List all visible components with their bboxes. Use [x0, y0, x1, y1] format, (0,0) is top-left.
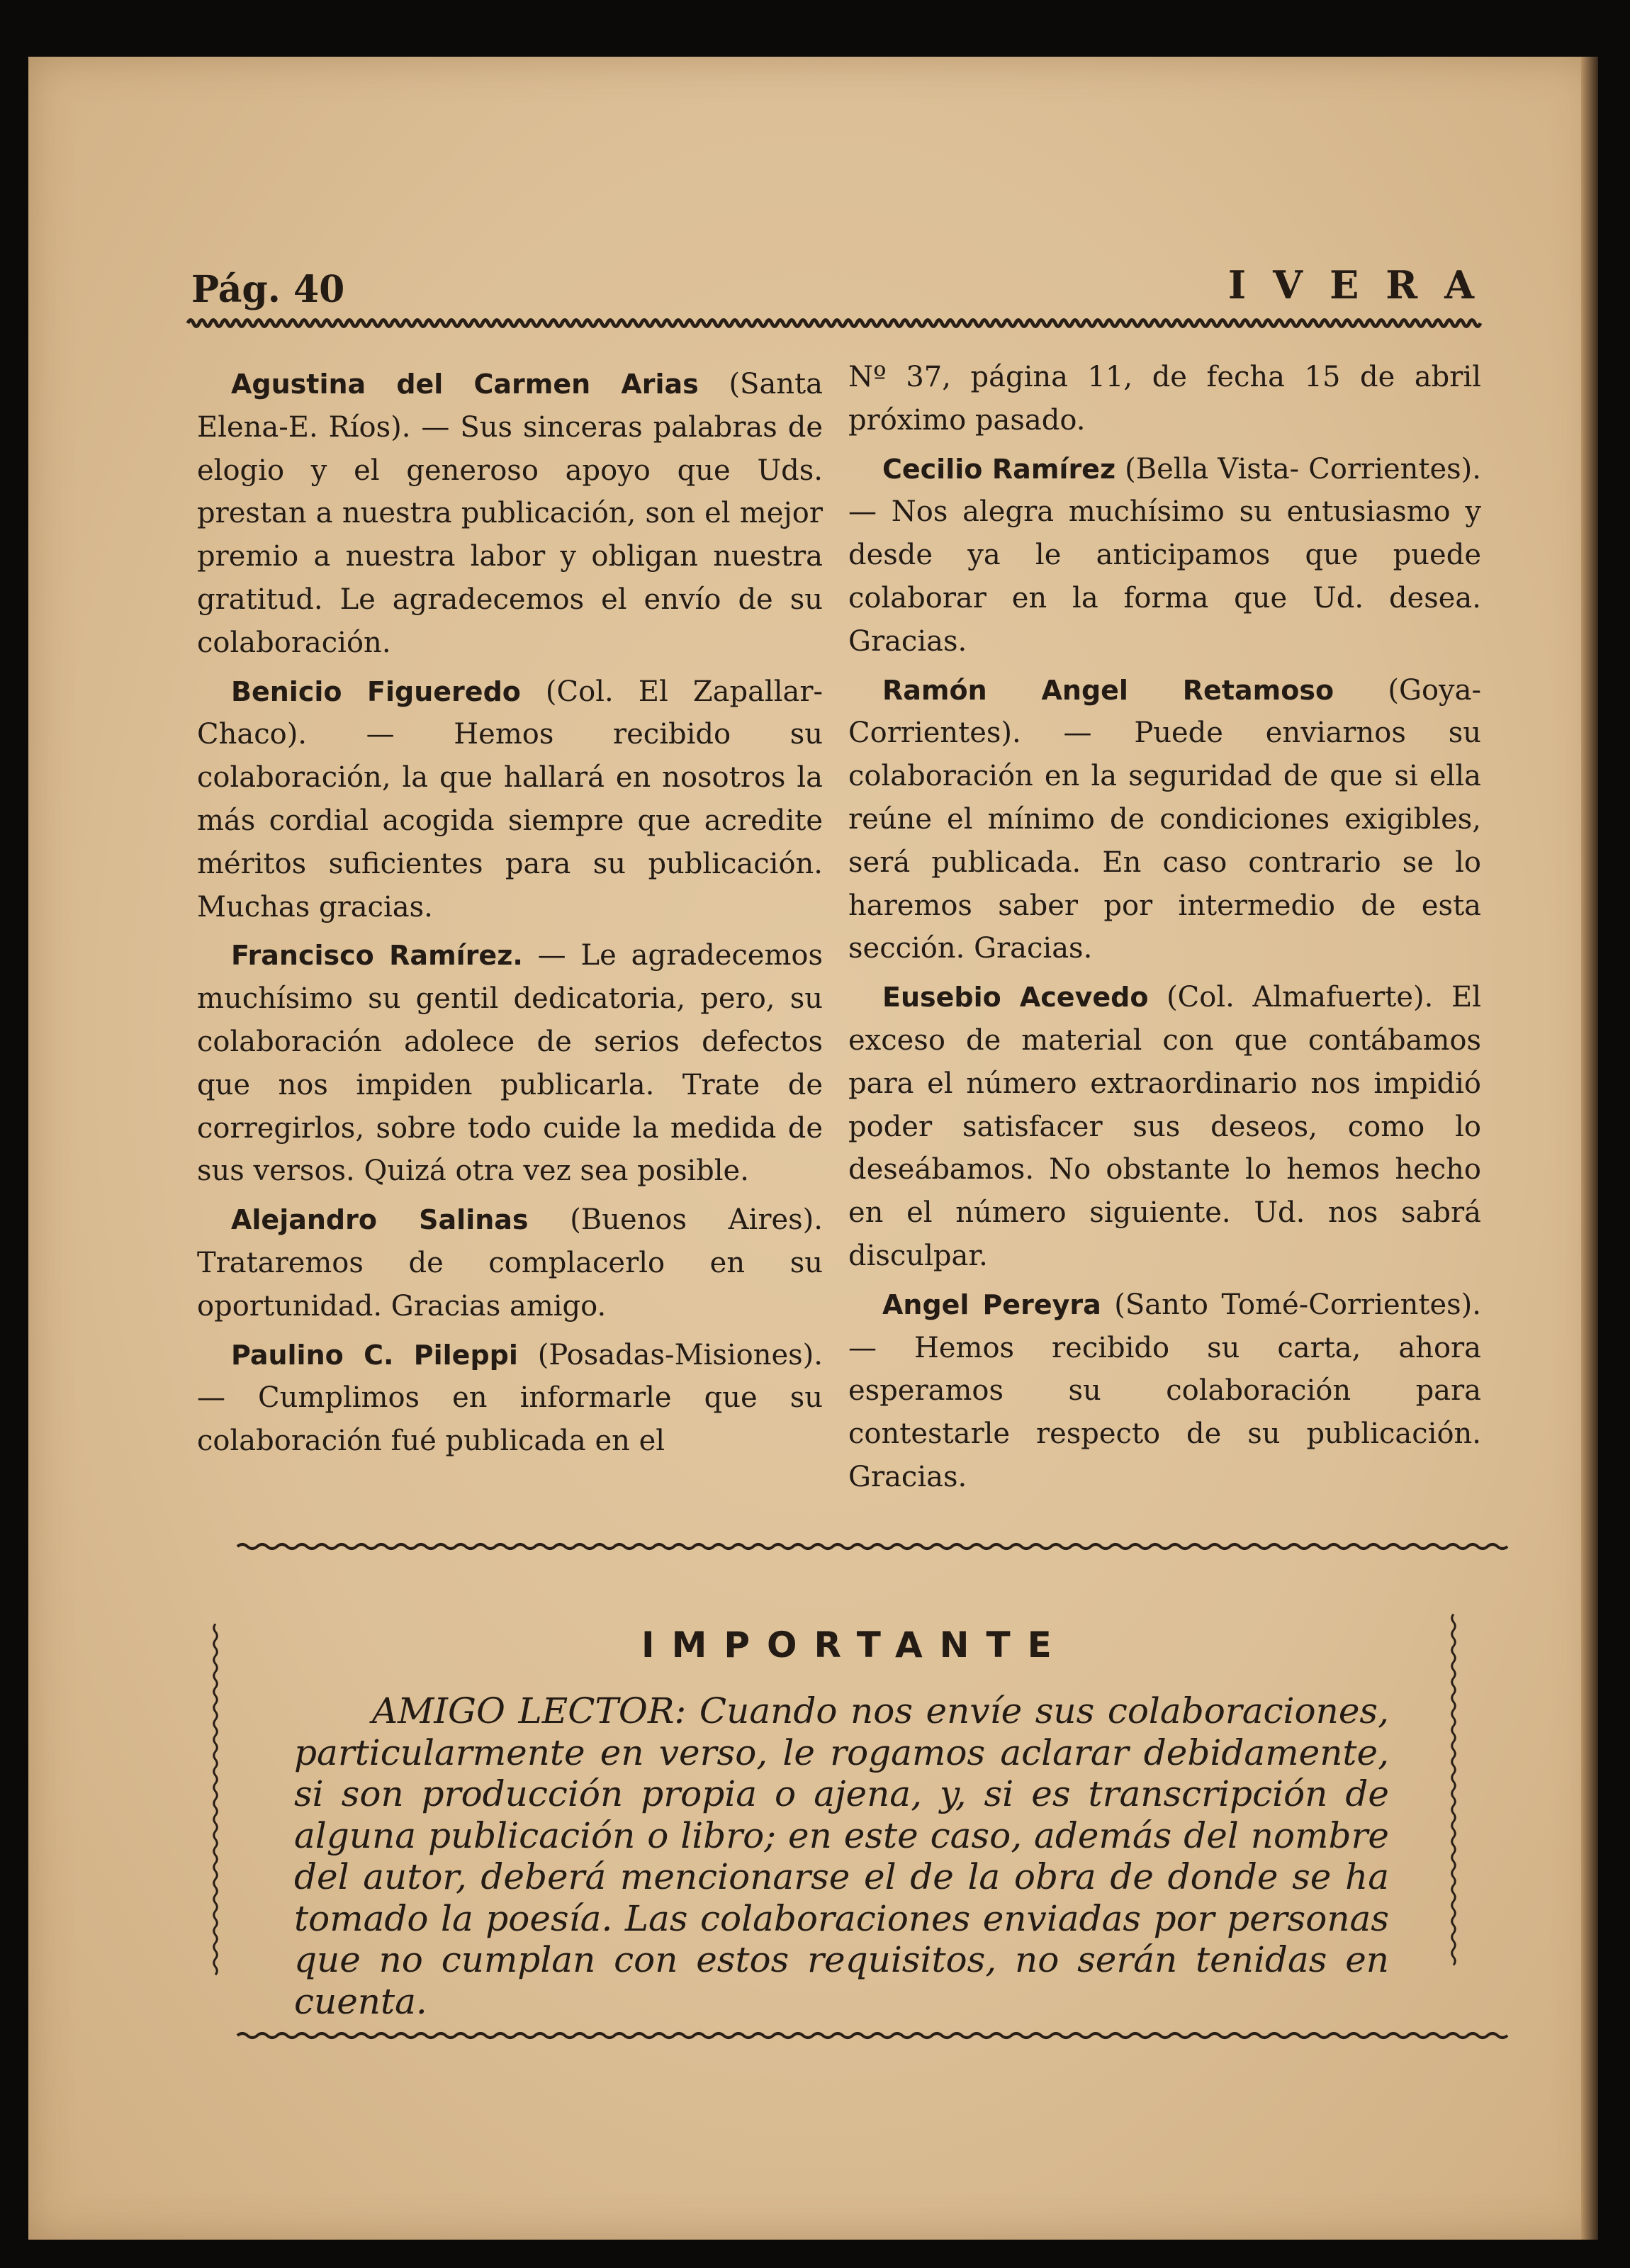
notice-body	[294, 1690, 1389, 2022]
entry-name: Francisco Ramírez.	[231, 940, 523, 972]
entry-text: (Col. Almafuerte). El exceso de material con que contábamos para el número extraordinario nos impidió poder satisfacer sus deseos, como lo deseábamos. No obstante lo hemos hecho en el número siguiente. Ud. nos sabrá disculpar.	[848, 981, 1481, 1272]
right-column	[848, 356, 1481, 1499]
entry-salinas	[197, 1198, 823, 1327]
entry-name: Alejandro Salinas	[231, 1204, 529, 1236]
entry-name: Paulino C. Pileppi	[231, 1339, 518, 1371]
journal-name: IVERA	[1227, 262, 1501, 308]
entry-text: — Le agradecemos muchísimo su gentil dedicatoria, pero, su colaboración adolece de serios defectos que nos impiden publicarla. Trate de corregirlos, sobre todo cuide la medida de sus versos. Quizá otra vez sea posible.	[197, 939, 823, 1188]
entry-retamoso	[848, 669, 1481, 971]
entry-ramirez-cecilio	[848, 448, 1481, 663]
entry-arias	[197, 363, 823, 665]
entry-text: (Buenos Aires). Trataremos de complacerlo en su oportunidad. Gracias amigo.	[197, 1203, 823, 1323]
notice-box-bottom-border	[237, 2028, 1492, 2043]
notice-box-top-border	[237, 1539, 1492, 1554]
entry-name: Cecilio Ramírez	[882, 453, 1116, 485]
header-rule	[188, 315, 1474, 332]
header-rule-wave	[188, 320, 1480, 327]
entry-text: (Santa Elena-E. Ríos). — Sus sinceras palabras de elogio y el generoso apoyo que Uds. prestan a nuestra publicación, son el mejor premio a nuestra labor y obligan nuestra gratitud. Le agradecemos el envío de su colaboración.	[197, 368, 823, 659]
page-header	[191, 262, 1501, 319]
entry-text: (Santo Tomé-Corrientes). — Hemos recibido su carta, ahora esperamos su colaboración para contestarle respecto de su publicación. Gracias.	[848, 1288, 1481, 1493]
entry-name: Eusebio Acevedo	[882, 982, 1149, 1014]
entry-acevedo	[848, 976, 1481, 1278]
entry-name: Agustina del Carmen Arias	[231, 369, 699, 400]
entry-text: (Goya- Corrientes). — Puede enviarnos su colaboración en la seguridad de que si ella reúne el mínimo de condiciones exigibles, será publicada. En caso contrario se lo haremos saber por intermedio de esta sección. Gracias.	[848, 673, 1481, 965]
notice-text: Cuando nos envíe sus colaboraciones, particularmente en verso, le rogamos aclarar debidamente, si son producción propia o ajena, y, si es transcripción de alguna publicación o libro; en este caso, además del nombre del autor, deberá mencionarse el de la obra de donde se ha tomado la poesía. Las colaboraciones enviadas por personas que no cumplan con estos requisitos, no serán tenidas en cuenta.	[294, 1690, 1389, 2022]
entry-text: (Bella Vista- Corrientes). — Nos alegra muchísimo su entusiasmo y desde ya le anticipamos que puede colaborar en la forma que Ud. desea. Gracias.	[848, 452, 1481, 658]
notice-lead: AMIGO LECTOR:	[372, 1690, 687, 1731]
entry-name: Benicio Figueredo	[231, 675, 521, 707]
magazine-page	[28, 57, 1598, 2240]
entry-text: (Col. El Zapallar-Chaco). — Hemos recibido su colaboración, la que hallará en nosotros la más cordial acogida siempre que acredite méritos suficientes para su publicación. Muchas gracias.	[197, 675, 823, 924]
notice-title: IMPORTANTE	[641, 1624, 1069, 1666]
notice-box-left-border	[211, 1566, 220, 2027]
entry-name: Ramón Angel Retamoso	[882, 674, 1334, 706]
notice-box-right-border	[1449, 1559, 1458, 2020]
page-number: Pág. 40	[191, 268, 345, 311]
entry-pileppi	[197, 1334, 823, 1463]
entry-text: (Posadas-Misiones). — Cumplimos en informarle que su colaboración fué publicada en el	[197, 1338, 823, 1458]
entry-figueredo	[197, 670, 823, 929]
left-column	[197, 363, 823, 1463]
entry-pereyra	[848, 1284, 1481, 1499]
page-edge	[1581, 57, 1598, 2240]
entry-name: Angel Pereyra	[882, 1289, 1101, 1320]
entry-ramirez-francisco	[197, 934, 823, 1193]
continuation-text: Nº 37, página 11, de fecha 15 de abril próximo pasado.	[848, 361, 1481, 437]
